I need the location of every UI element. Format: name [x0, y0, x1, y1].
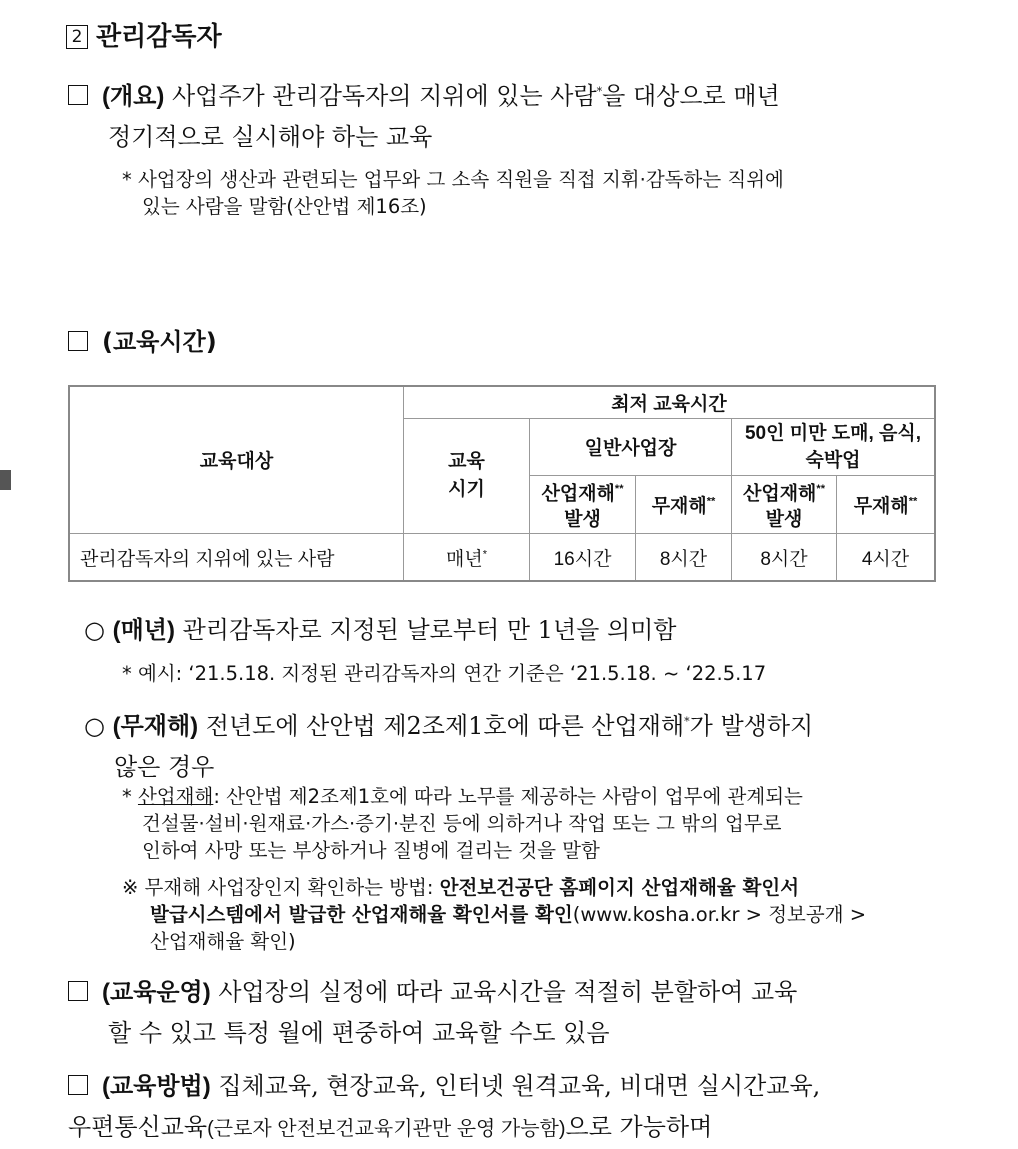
circle-bullet-icon: ○ [84, 616, 105, 644]
method-paragraph: (교육방법) 집체교육, 현장교육, 인터넷 원격교육, 비대면 실시간교육, 우편통신교육(근로자 안전보건교육기관만 운영 가능함)으로 가능하며 [68, 1072, 821, 1141]
circle-bullet-icon: ○ [84, 712, 105, 740]
operation-label: (교육운영) [102, 979, 211, 1006]
noaccident-label: (무재해) [112, 713, 199, 740]
table-cell-target: 관리감독자의 지위에 있는 사람 [69, 533, 404, 581]
table-cell-small-accident: 8시간 [732, 533, 837, 581]
table-cell-timing: 매년* [404, 533, 530, 581]
table-sub-small-noaccident: 무재해** [837, 475, 936, 533]
table-header-small: 50인 미만 도매, 음식, 숙박업 [732, 418, 936, 475]
checkbox-square-icon [68, 1075, 88, 1095]
method-label: (교육방법) [102, 1073, 211, 1100]
noaccident-paragraph: ○ (무재해) 전년도에 산안법 제2조제1호에 따른 산업재해*가 발생하지 않은 경우 [84, 712, 814, 781]
education-hours-table [68, 385, 936, 582]
overview-paragraph: (개요) 사업주가 관리감독자의 지위에 있는 사람*을 대상으로 매년 정기적으로 실시해야 하는 교육 [68, 72, 938, 157]
overview-note: * 사업장의 생산과 관련되는 업무와 그 소속 직원을 직접 지휘·감독하는 직위에 있는 사람을 말함(산안법 제16조) [122, 168, 784, 218]
hours-label: (교육시간) [102, 328, 217, 356]
checkbox-square-icon [68, 981, 88, 1001]
overview-label: (개요) [102, 83, 165, 110]
section-number: 2 [66, 25, 88, 49]
table-header-target: 교육대상 [69, 386, 404, 533]
table-sub-gen-noaccident: 무재해** [636, 475, 732, 533]
operation-paragraph: (교육운영) 사업장의 실정에 따라 교육시간을 적절히 분할하여 교육 할 수 있고 특정 월에 편중하여 교육할 수도 있음 [68, 972, 938, 1053]
hours-heading [68, 322, 217, 362]
table-header-min-hours: 최저 교육시간 [404, 386, 936, 418]
noaccident-note: * 산업재해: 산안법 제2조제1호에 따라 노무를 제공하는 사람이 업무에 관계되는 건설물·설비·원재료·가스·증기·분진 등에 의하거나 작업 또는 그 밖의 업무로 인하여 사망 또는 부상하거나 질병에 걸리는 것을 말함 [122, 785, 803, 862]
page-edge-marker [0, 470, 11, 490]
annual-note: * 예시: ‘21.5.18. 지정된 관리감독자의 연간 기준은 ‘21.5.18. ~ ‘22.5.17 [122, 662, 767, 685]
annual-label: (매년) [112, 617, 175, 644]
table-sub-small-accident: 산업재해** 발생 [732, 475, 837, 533]
table-header-timing: 교육 시기 [404, 418, 530, 533]
note-term: 산업재해 [137, 785, 214, 808]
checkbox-square-icon [68, 331, 88, 351]
checkbox-square-icon [68, 85, 88, 105]
section-title [66, 16, 222, 53]
section-title-text: 관리감독자 [96, 22, 222, 52]
table-cell-gen-accident: 16시간 [530, 533, 636, 581]
table-cell-gen-noaccident: 8시간 [636, 533, 732, 581]
table-cell-small-noaccident: 4시간 [837, 533, 936, 581]
table-sub-gen-accident: 산업재해** 발생 [530, 475, 636, 533]
table-header-general: 일반사업장 [530, 418, 732, 475]
noaccident-check-note: ※ 무재해 사업장인지 확인하는 방법: 안전보건공단 홈페이지 산업재해율 확인서 발급시스템에서 발급한 산업재해율 확인서를 확인(www.kosha.or.kr > 정보공개 > 산업재해율 확인) [122, 876, 867, 953]
table-row [69, 533, 935, 581]
annual-paragraph: ○ (매년) 관리감독자로 지정된 날로부터 만 1년을 의미함 [84, 616, 677, 644]
